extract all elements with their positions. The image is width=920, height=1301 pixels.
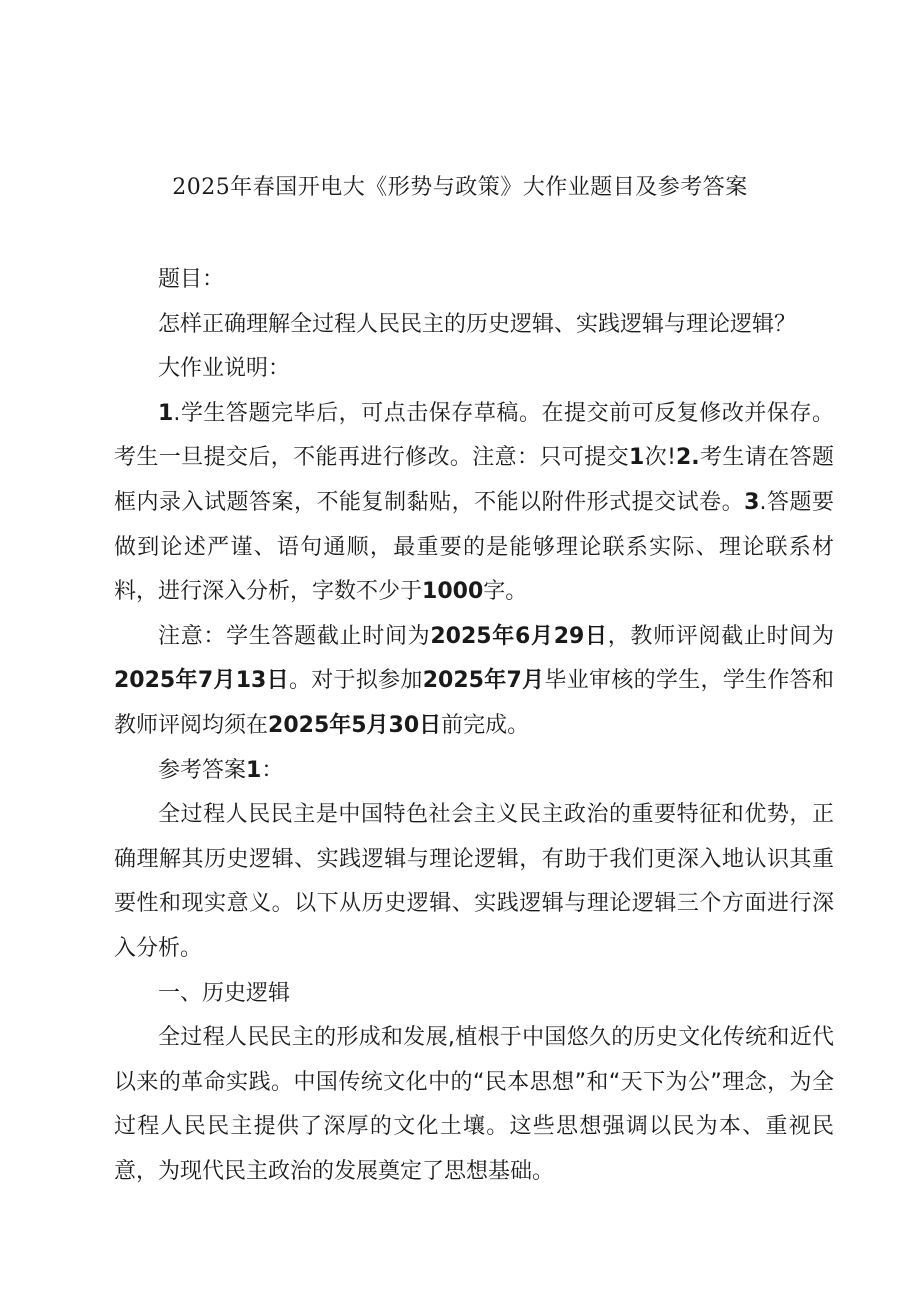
intro-paragraph: 全过程人民民主是中国特色社会主义民主政治的重要特征和优势，正确理解其历史逻辑、实践逻辑与理论逻辑，有助于我们更深入地认识其重要性和现实意义。以下从历史逻辑、实践逻辑与理论逻辑三个方面进行深入分析。 — [114, 802, 834, 961]
teacher-deadline-date: 2025年7月13日 — [114, 668, 289, 694]
document-body — [114, 258, 834, 1194]
instruction-text-2: 次! — [644, 445, 676, 471]
instruction-text-1: .学生答题完毕后，可点击保存草稿。在提交前可反复修改并保存。考生一旦提交后，不能再进行修改。注意：只可提交 — [114, 400, 834, 471]
question-text: 怎样正确理解全过程人民民主的历史逻辑、实践逻辑与理论逻辑？ — [158, 311, 797, 337]
deadline-text-2: ，教师评阅截止时间为 — [607, 623, 834, 649]
instructions-paragraph — [114, 392, 834, 615]
instruction-text-5: 字。 — [483, 579, 528, 605]
answer-label-text: 参考答案 — [158, 757, 247, 783]
answer-label-number: 1 — [246, 757, 262, 783]
instructions-label: 大作业说明： — [158, 356, 291, 382]
deadline-paragraph — [114, 615, 834, 749]
student-deadline-date: 2025年6月29日 — [430, 623, 608, 649]
deadline-text-5: 前完成。 — [441, 712, 530, 738]
graduation-review-month: 2025年7月 — [422, 668, 545, 694]
graduation-deadline-date: 2025年5月30日 — [268, 712, 442, 738]
question-label: 题目： — [158, 267, 225, 292]
instruction-number-2: 2. — [675, 445, 700, 471]
deadline-text-3: 。对于拟参加 — [288, 668, 423, 694]
document-title: 2025年春国开电大《形势与政策》大作业题目及参考答案 — [172, 175, 748, 200]
instruction-number-3: 3 — [744, 489, 760, 515]
submit-once-count: 1 — [629, 445, 645, 471]
answer-label — [114, 749, 834, 794]
answer-label-colon: ： — [261, 757, 284, 783]
instruction-text-3: 考生请在答题框内录入试题答案，不能复制黏贴，不能以附件形式提交试卷。 — [114, 445, 834, 515]
deadline-text-1: 注意：学生答题截止时间为 — [158, 623, 431, 649]
instruction-text-4: .答题要做到论述严谨、语句通顺，最重要的是能够理论联系实际、理论联系材料，进行深入分析，字数不少于 — [114, 489, 834, 605]
deadline-text-4: 毕业审核的学生，学生作答和教师评阅均须在 — [114, 668, 834, 738]
instruction-number-1: 1 — [158, 400, 174, 426]
word-count-requirement: 1000 — [422, 579, 484, 605]
section-body-history: 全过程人民民主的形成和发展,植根于中国悠久的历史文化传统和近代以来的革命实践。中国传统文化中的“民本思想”和“天下为公”理念，为全过程人民民主提供了深厚的文化土壤。这些思想强调以民为本、重视民意，为现代民主政治的发展奠定了思想基础。 — [114, 1025, 834, 1184]
section-heading-history: 一、历史逻辑 — [158, 980, 291, 1006]
